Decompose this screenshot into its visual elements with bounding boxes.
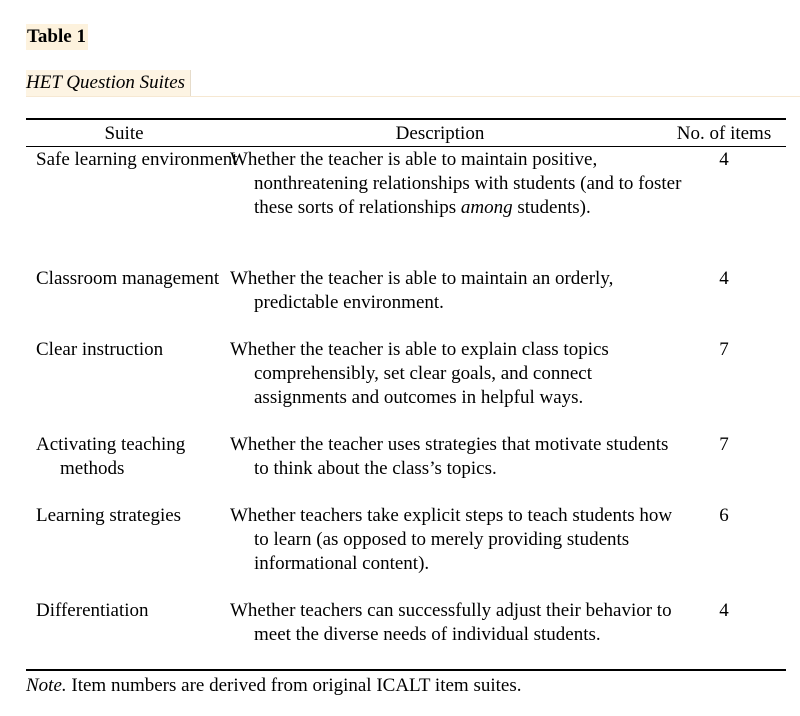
row-description-end: students). [512,197,591,218]
note-label: Note. [26,675,67,696]
row-description-emphasis: among [460,197,513,218]
row-description [230,148,684,220]
header-rule [26,146,786,147]
table-top-rule [26,118,786,120]
row-suite: Learning strategies [36,505,182,526]
row-description: Whether the teacher uses strategies that motivate students to think about the class’s topics. [230,434,669,479]
header-suite: Suite [104,123,144,144]
header-description: Description [395,123,485,144]
note-text: Item numbers are derived from original ICALT item suites. [66,675,522,696]
table-bottom-rule [26,669,786,671]
row-suite: Activating teaching methods [36,434,186,479]
row-description: Whether teachers take explicit steps to teach students how to learn (as opposed to merely providing students informational content). [230,505,673,574]
table-note [26,674,521,698]
row-items: 4 [719,149,729,170]
row-suite: Safe learning environment [36,149,238,170]
row-description: Whether the teacher is able to maintain an orderly, predictable environment. [230,268,614,313]
row-items: 4 [719,268,729,289]
row-items: 6 [719,505,729,526]
table-label: Table 1 [26,24,88,50]
row-description-text: Whether the teacher is able to maintain positive, nonthreatening relationships with students (and to foster these sorts of relationships [230,149,682,218]
row-description: Whether the teacher is able to explain class topics comprehensibly, set clear goals, and connect assignments and outcomes in helpful ways. [230,339,609,408]
table-title: HET Question Suites [26,70,191,96]
row-items: 7 [719,339,729,360]
row-description: Whether teachers can successfully adjust their behavior to meet the diverse needs of individual students. [230,600,672,645]
row-items: 7 [719,434,729,455]
header-items: No. of items [676,123,772,144]
row-suite: Classroom management [36,268,220,289]
row-suite: Differentiation [36,600,149,621]
table-title-row [26,70,800,97]
row-suite: Clear instruction [36,339,164,360]
row-items: 4 [719,600,729,621]
